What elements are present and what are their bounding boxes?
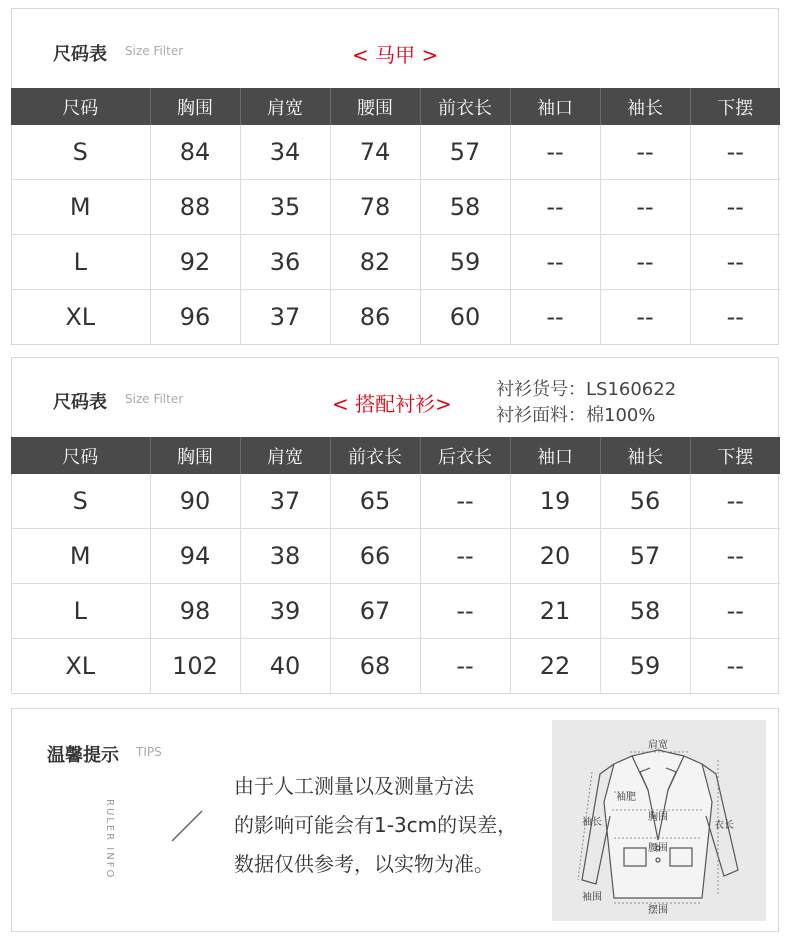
- label-sleeve-length: 袖长: [582, 817, 602, 828]
- value-cell: --: [510, 235, 600, 290]
- value-cell: 40: [240, 639, 330, 694]
- shirt-item-no: 衬衫货号：LS160622: [496, 379, 677, 400]
- slash-divider: [170, 809, 206, 843]
- value-cell: 98: [150, 584, 240, 639]
- value-cell: --: [726, 652, 744, 680]
- value-cell: 59: [420, 235, 510, 290]
- value-cell: --: [690, 180, 780, 235]
- table-row: [11, 529, 780, 584]
- vest-size-table: [11, 88, 780, 344]
- shirt-col-header: 胸围: [150, 437, 240, 474]
- value-cell: 86: [330, 290, 420, 345]
- shirt-label: < 搭配衬衫>: [332, 392, 452, 416]
- shirt-header-row: [11, 437, 780, 474]
- shirt-size-table: [11, 437, 780, 693]
- table-row: [11, 290, 780, 345]
- value-cell: 65: [330, 474, 420, 529]
- tips-line: 数据仅供参考，以实物为准。: [234, 852, 494, 876]
- vest-subtitle: Size Filter: [125, 44, 184, 58]
- value-cell: 92: [150, 235, 240, 290]
- size-cell: M: [11, 529, 150, 584]
- tips-line: 的影响可能会有1-3cm的误差，: [234, 813, 518, 837]
- vest-col-header: 腰围: [330, 88, 420, 125]
- tips-text: [234, 767, 517, 884]
- value-cell: --: [510, 180, 600, 235]
- measurement-diagram: [552, 720, 766, 921]
- label-cuff: 袖围: [582, 892, 602, 903]
- value-cell: 90: [150, 474, 240, 529]
- vest-size-card: [11, 8, 779, 345]
- label-length: 衣长: [714, 820, 734, 831]
- value-cell: 37: [240, 290, 330, 345]
- value-cell: --: [600, 125, 690, 180]
- ruler-info-label: RULER INFO: [104, 799, 115, 880]
- tips-card: [11, 708, 779, 932]
- table-row: [11, 639, 780, 694]
- vest-col-header: 胸围: [150, 88, 240, 125]
- value-cell: 74: [330, 125, 420, 180]
- size-cell: XL: [11, 639, 150, 694]
- value-cell: --: [600, 235, 690, 290]
- value-cell: --: [690, 125, 780, 180]
- table-row: [11, 584, 780, 639]
- tips-title: 温馨提示: [47, 745, 119, 766]
- vest-col-header: 肩宽: [240, 88, 330, 125]
- shirt-col-header: 肩宽: [240, 437, 330, 474]
- value-cell: 96: [150, 290, 240, 345]
- size-cell: XL: [11, 290, 150, 345]
- value-cell: 22: [510, 639, 600, 694]
- value-cell: --: [420, 529, 510, 584]
- shirt-size-card: [11, 357, 779, 694]
- value-cell: 78: [330, 180, 420, 235]
- table-row: [11, 125, 780, 180]
- value-cell: 66: [330, 529, 420, 584]
- shirt-col-header: 下摆: [690, 437, 780, 474]
- value-cell: 84: [150, 125, 240, 180]
- value-cell: 21: [510, 584, 600, 639]
- shirt-body: [11, 474, 780, 693]
- value-cell: --: [690, 584, 780, 639]
- value-cell: --: [600, 180, 690, 235]
- table-row: [11, 474, 780, 529]
- size-cell: S: [11, 474, 150, 529]
- value-cell: --: [420, 584, 510, 639]
- shirt-fabric: 衬衫面料：棉100%: [496, 405, 656, 426]
- value-cell: --: [600, 290, 690, 345]
- size-cell: S: [11, 125, 150, 180]
- vest-header-row: [11, 88, 780, 125]
- vest-col-header: 尺码: [11, 88, 150, 125]
- value-cell: 82: [330, 235, 420, 290]
- vest-col-header: 袖长: [600, 88, 690, 125]
- label-chest: 胸围: [648, 812, 668, 823]
- value-cell: 59: [600, 639, 690, 694]
- label-shoulder: 肩宽: [648, 740, 668, 751]
- value-cell: 58: [420, 180, 510, 235]
- shirt-col-header: 前衣长: [330, 437, 420, 474]
- size-cell: L: [11, 235, 150, 290]
- value-cell: 102: [150, 639, 240, 694]
- value-cell: 60: [420, 290, 510, 345]
- jacket-illustration: [552, 720, 766, 921]
- value-cell: 94: [150, 529, 240, 584]
- shirt-col-header: 袖口: [510, 437, 600, 474]
- size-cell: L: [11, 584, 150, 639]
- vest-col-header: 下摆: [690, 88, 780, 125]
- value-cell: 57: [600, 529, 690, 584]
- vest-title: 尺码表: [53, 44, 107, 65]
- vest-label: < 马甲 >: [352, 43, 439, 67]
- label-hem: 摆围: [648, 905, 668, 916]
- value-cell: 39: [240, 584, 330, 639]
- tips-line: 由于人工测量以及测量方法: [234, 774, 474, 798]
- table-row: [11, 180, 780, 235]
- shirt-col-header: 袖长: [600, 437, 690, 474]
- shirt-col-header: 尺码: [11, 437, 150, 474]
- value-cell: 35: [240, 180, 330, 235]
- size-cell: M: [11, 180, 150, 235]
- value-cell: 56: [600, 474, 690, 529]
- shirt-col-header: 后衣长: [420, 437, 510, 474]
- value-cell: 20: [510, 529, 600, 584]
- value-cell: 19: [510, 474, 600, 529]
- value-cell: --: [690, 474, 780, 529]
- vest-col-header: 前衣长: [420, 88, 510, 125]
- shirt-subtitle: Size Filter: [125, 392, 184, 406]
- label-sleeve-width: 袖肥: [616, 792, 636, 803]
- value-cell: 88: [150, 180, 240, 235]
- value-cell: 38: [240, 529, 330, 584]
- value-cell: 68: [330, 639, 420, 694]
- value-cell: 36: [240, 235, 330, 290]
- value-cell: 34: [240, 125, 330, 180]
- value-cell: --: [420, 474, 510, 529]
- table-row: [11, 235, 780, 290]
- value-cell: 58: [600, 584, 690, 639]
- value-cell: --: [690, 529, 780, 584]
- shirt-title: 尺码表: [53, 392, 107, 413]
- value-cell: --: [510, 290, 600, 345]
- value-cell: 67: [330, 584, 420, 639]
- label-waist: 腰围: [648, 843, 668, 854]
- value-cell: --: [510, 125, 600, 180]
- vest-body: [11, 125, 780, 344]
- value-cell: --: [726, 303, 744, 331]
- value-cell: 37: [240, 474, 330, 529]
- vest-col-header: 袖口: [510, 88, 600, 125]
- value-cell: 57: [420, 125, 510, 180]
- tips-subtitle: TIPS: [136, 745, 162, 759]
- value-cell: --: [690, 235, 780, 290]
- value-cell: --: [420, 639, 510, 694]
